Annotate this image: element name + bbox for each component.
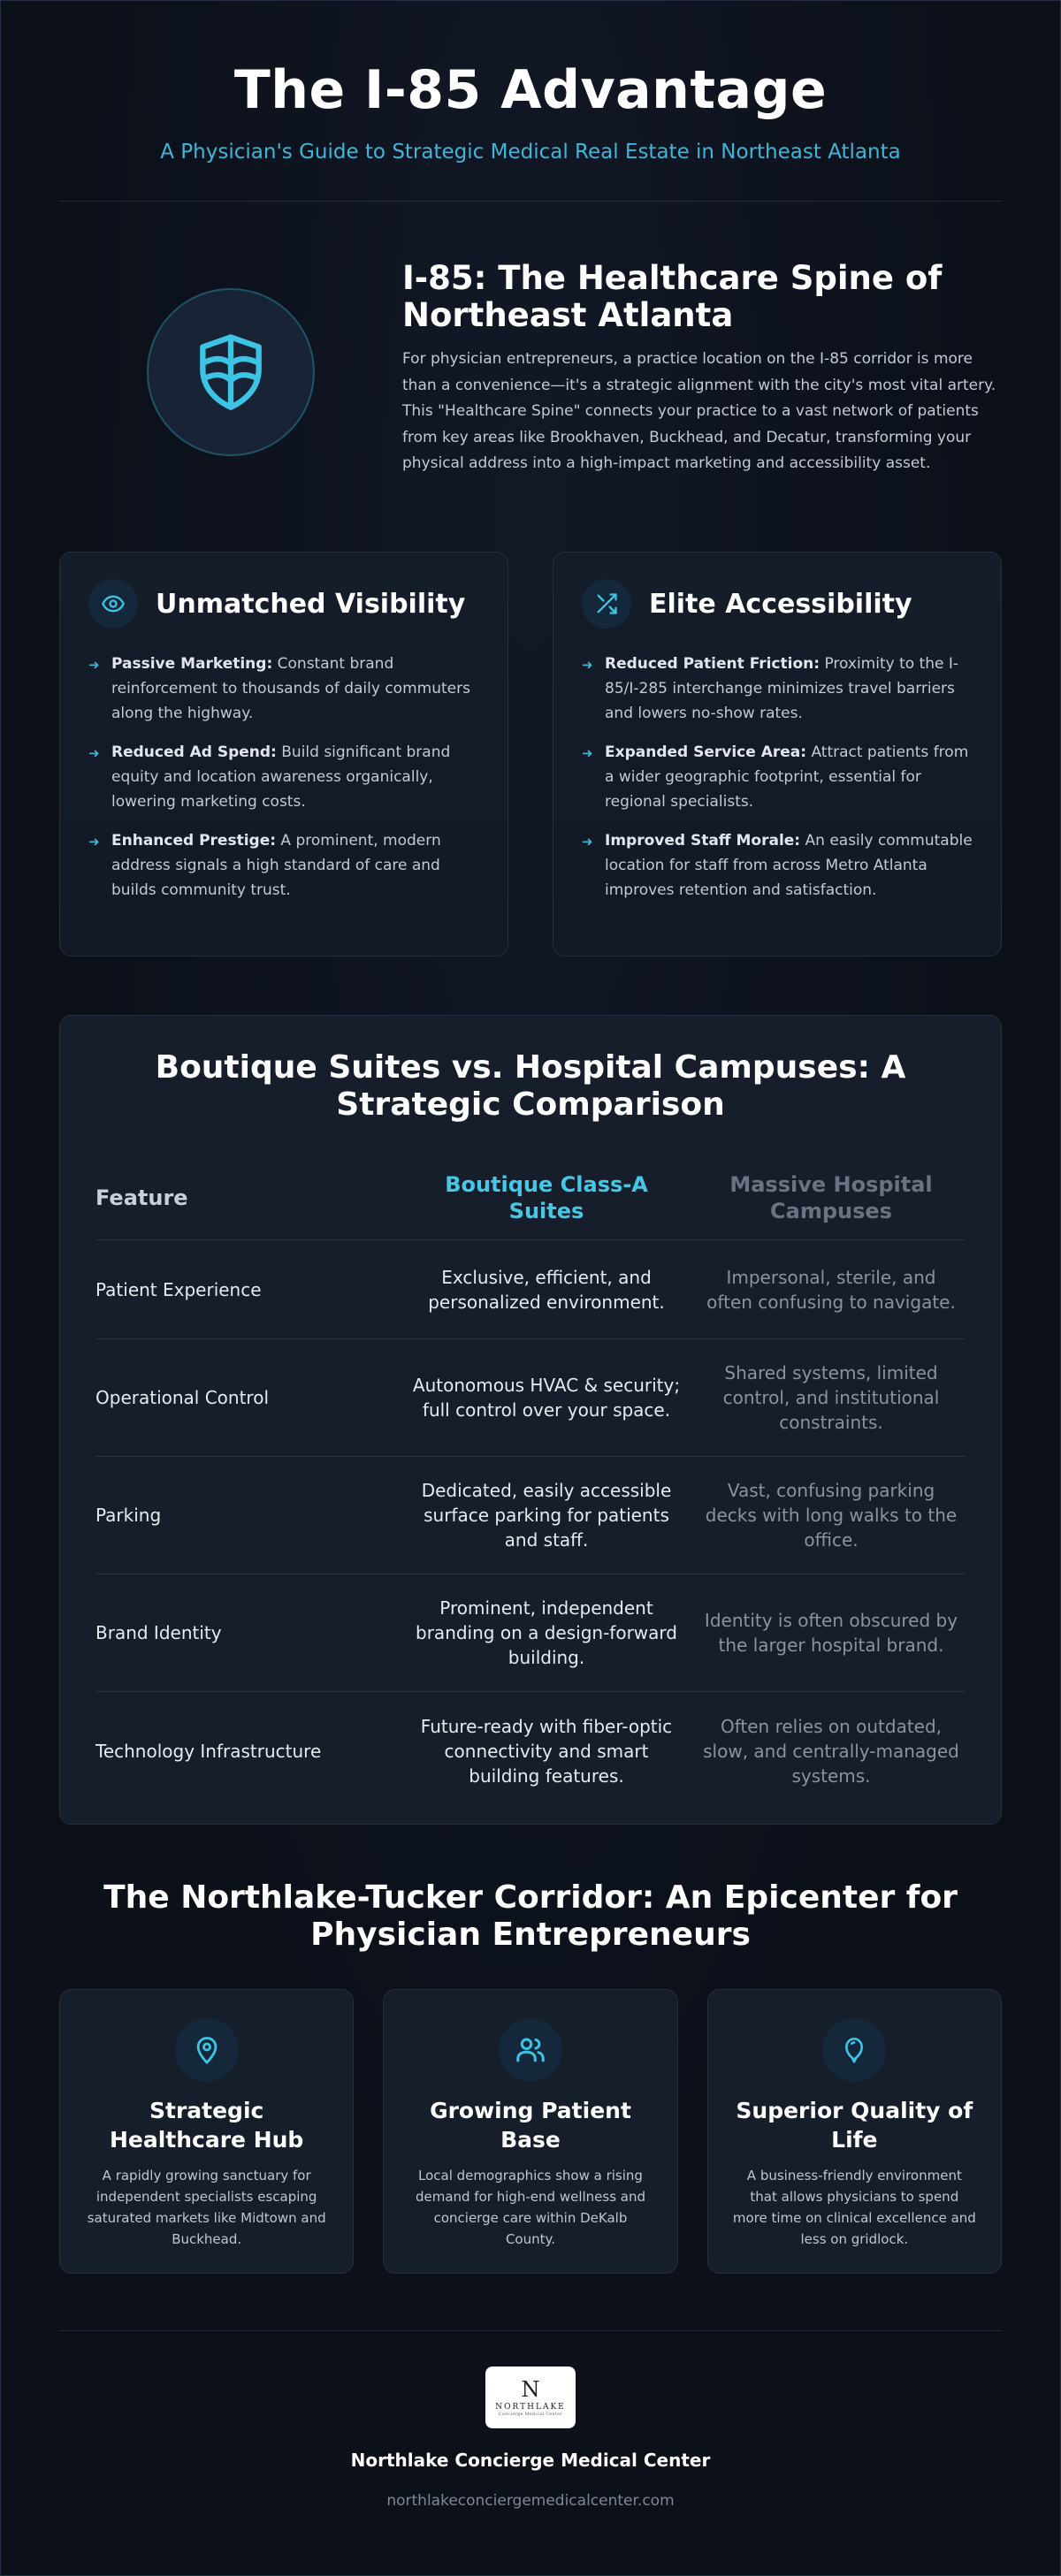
table-row bbox=[95, 1692, 966, 1810]
cell-hospital: Often relies on outdated, slow, and centrally-managed systems. bbox=[703, 1715, 959, 1787]
table-row bbox=[95, 1240, 966, 1339]
arrow-icon: ➜ bbox=[582, 745, 593, 761]
spine-section bbox=[1, 202, 1060, 552]
arrow-icon: ➜ bbox=[582, 834, 593, 850]
card-text: A rapidly growing sanctuary for independent specialists escaping saturated markets like Midtown and Buckhead. bbox=[87, 2168, 326, 2247]
logo-mark: N bbox=[521, 2377, 540, 2402]
benefit-cards bbox=[1, 552, 1060, 956]
spine-body: For physician entrepreneurs, a practice location on the I-85 corridor is more than a convenience—it's a strategic alignment with the city's most vital artery. This "Healthcare Spine" connects your practice to a vast network of patients from key areas like Brookhaven, Buckhead, and Decatur, transforming your physical address into a high-impact marketing and accessibility asset. bbox=[402, 350, 996, 472]
hero bbox=[1, 1, 1060, 164]
item-label: Improved Staff Morale: bbox=[605, 832, 801, 850]
logo-sub: Concierge Medical Center bbox=[498, 2412, 563, 2417]
cell-boutique: Autonomous HVAC & security; full control over your space. bbox=[412, 1375, 681, 1421]
header-hospital: Massive Hospital Campuses bbox=[729, 1171, 933, 1223]
table-header-row bbox=[95, 1155, 966, 1240]
shuffle-icon bbox=[582, 579, 631, 629]
item-text: Build significant brand equity and location awareness organically, lowering marketing costs. bbox=[111, 743, 451, 811]
arrow-icon: ➜ bbox=[88, 657, 100, 673]
cell-feature: Operational Control bbox=[95, 1387, 269, 1408]
footer-url[interactable]: northlakeconciergemedicalcenter.com bbox=[386, 2492, 675, 2510]
item-label: Passive Marketing: bbox=[111, 655, 273, 673]
visibility-title: Unmatched Visibility bbox=[156, 588, 466, 620]
header-feature: Feature bbox=[95, 1185, 188, 1210]
eye-icon bbox=[88, 579, 138, 629]
visibility-card bbox=[59, 552, 508, 956]
spine-text bbox=[402, 260, 1002, 552]
card-title: Strategic Healthcare Hub bbox=[109, 2098, 304, 2153]
item-label: Enhanced Prestige: bbox=[111, 832, 277, 850]
comparison-title: Boutique Suites vs. Hospital Campuses: A Strategic Comparison bbox=[155, 1049, 906, 1123]
accessibility-card-header bbox=[582, 579, 973, 629]
accessibility-list bbox=[582, 652, 973, 903]
list-item bbox=[582, 740, 973, 814]
spine-title: I-85: The Healthcare Spine of Northeast Atlanta bbox=[402, 259, 943, 334]
item-text: A prominent, modern address signals a high standard of care and builds community trust. bbox=[111, 832, 441, 899]
card-text: A business-friendly environment that allows physicians to spend more time on clinical excellence and less on gridlock. bbox=[732, 2168, 976, 2247]
comparison-section bbox=[59, 1015, 1002, 1825]
card-title: Growing Patient Base bbox=[430, 2098, 631, 2153]
table-row bbox=[95, 1457, 966, 1574]
cell-feature: Parking bbox=[95, 1505, 162, 1526]
corridor-card-life bbox=[707, 1989, 1002, 2274]
visibility-list bbox=[88, 652, 479, 903]
list-item bbox=[88, 652, 479, 726]
cell-hospital: Impersonal, sterile, and often confusing to navigate. bbox=[706, 1266, 956, 1313]
brand-logo bbox=[485, 2366, 576, 2428]
list-item bbox=[88, 740, 479, 814]
page-title: The I-85 Advantage bbox=[233, 59, 828, 121]
item-label: Reduced Ad Spend: bbox=[111, 743, 277, 761]
balloon-icon bbox=[822, 2018, 886, 2082]
corridor-section bbox=[1, 1825, 1060, 2274]
shield-icon bbox=[147, 288, 315, 456]
table-row bbox=[95, 1574, 966, 1692]
footer-org-name: Northlake Concierge Medical Center bbox=[350, 2450, 711, 2471]
cell-hospital: Shared systems, limited control, and institutional constraints. bbox=[722, 1362, 940, 1433]
corridor-card-hub bbox=[59, 1989, 354, 2274]
cell-boutique: Future-ready with fiber-optic connectivity and smart building features. bbox=[420, 1715, 673, 1787]
cell-hospital: Vast, confusing parking decks with long walks to the office. bbox=[705, 1480, 958, 1551]
users-icon bbox=[499, 2018, 562, 2082]
accessibility-title: Elite Accessibility bbox=[649, 588, 912, 620]
cell-boutique: Prominent, independent branding on a design-forward building. bbox=[416, 1597, 677, 1668]
corridor-card-patients bbox=[383, 1989, 677, 2274]
item-label: Expanded Service Area: bbox=[605, 743, 807, 761]
arrow-icon: ➜ bbox=[88, 745, 100, 761]
spine-icon-wrap bbox=[59, 260, 402, 552]
cell-feature: Technology Infrastructure bbox=[95, 1740, 322, 1762]
page-subtitle: A Physician's Guide to Strategic Medical Real Estate in Northeast Atlanta bbox=[160, 141, 901, 164]
footer bbox=[1, 2331, 1060, 2510]
comparison-table bbox=[95, 1155, 966, 1810]
item-text: Proximity to the I-85/I-285 interchange minimizes travel barriers and lowers no-show rates. bbox=[605, 655, 959, 722]
item-label: Reduced Patient Friction: bbox=[605, 655, 821, 673]
list-item bbox=[582, 828, 973, 903]
header-boutique: Boutique Class-A Suites bbox=[445, 1171, 648, 1223]
item-text: Constant brand reinforcement to thousands of daily commuters along the highway. bbox=[111, 655, 470, 722]
list-item bbox=[88, 828, 479, 903]
arrow-icon: ➜ bbox=[582, 657, 593, 673]
arrow-icon: ➜ bbox=[88, 834, 100, 850]
corridor-title: The Northlake-Tucker Corridor: An Epicenter for Physician Entrepreneurs bbox=[103, 1879, 958, 1953]
cell-feature: Brand Identity bbox=[95, 1622, 222, 1643]
corridor-cards bbox=[59, 1989, 1002, 2274]
table-row bbox=[95, 1339, 966, 1457]
logo-word: NORTHLAKE bbox=[495, 2403, 566, 2412]
map-pin-icon bbox=[175, 2018, 239, 2082]
list-item bbox=[582, 652, 973, 726]
accessibility-card bbox=[553, 552, 1002, 956]
item-text: Attract patients from a wider geographic footprint, essential for regional specialists. bbox=[605, 743, 969, 811]
cell-hospital: Identity is often obscured by the larger hospital brand. bbox=[704, 1610, 958, 1656]
item-text: An easily commutable location for staff from across Metro Atlanta improves retention and satisfaction. bbox=[605, 832, 973, 899]
card-title: Superior Quality of Life bbox=[736, 2098, 973, 2153]
card-text: Local demographics show a rising demand for high-end wellness and concierge care within DeKalb County. bbox=[415, 2168, 646, 2247]
cell-feature: Patient Experience bbox=[95, 1278, 262, 1300]
cell-boutique: Exclusive, efficient, and personalized environment. bbox=[428, 1266, 665, 1313]
visibility-card-header bbox=[88, 579, 479, 629]
cell-boutique: Dedicated, easily accessible surface parking for patients and staff. bbox=[421, 1480, 672, 1551]
